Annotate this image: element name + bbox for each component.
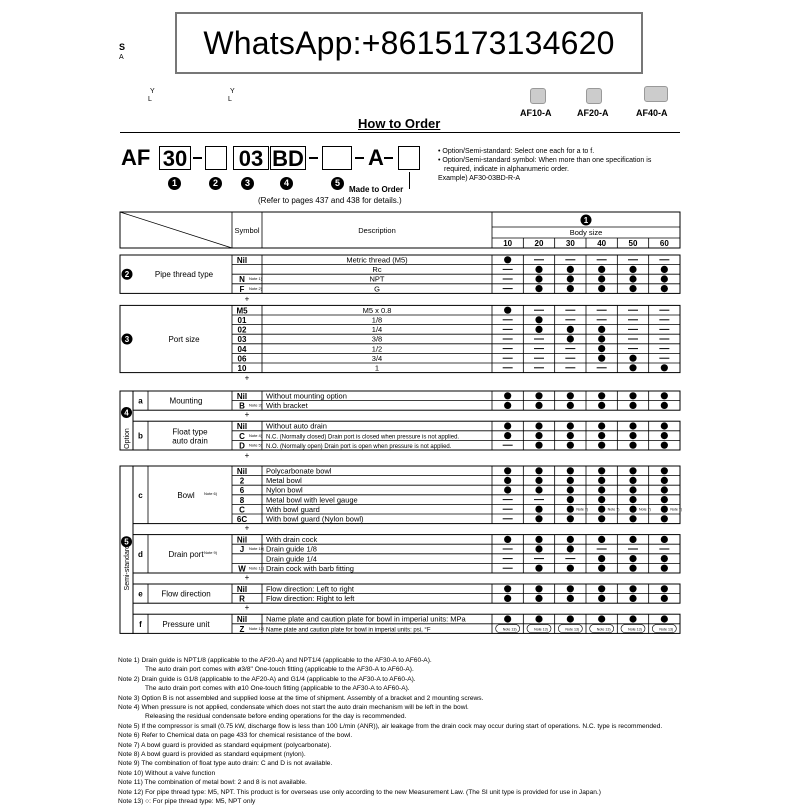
available-dot <box>535 506 542 513</box>
footnote: Note 11) The combination of metal bowl: 2 and 8 is not available. <box>118 779 307 787</box>
available-dot <box>629 392 636 399</box>
symbol-cell: B <box>239 401 245 411</box>
symbol-cell: Nil <box>236 615 248 625</box>
available-dot <box>629 422 636 429</box>
size-column-header: 10 <box>503 239 513 248</box>
plus-sign: + <box>244 410 250 420</box>
available-dot <box>535 536 542 543</box>
symbol-cell: Nil <box>236 467 248 476</box>
footnote: Note 6) Refer to Chemical data on page 433 for chemical resistance of the bowl. <box>118 732 353 740</box>
footnote: Note 13) ○: For pipe thread type: M5, NPT only <box>118 798 256 806</box>
subgroup-letter: b <box>138 431 143 441</box>
group-number-text: 5 <box>124 537 129 547</box>
description-cell: Drain guide 1/4 <box>266 554 317 564</box>
subgroup-label: Drain port <box>168 549 204 559</box>
available-dot <box>535 392 542 399</box>
description-cell: Rc <box>372 265 382 275</box>
available-dot <box>661 515 668 522</box>
subgroup-letter: f <box>139 619 142 629</box>
group-number-text: 3 <box>124 335 130 344</box>
header-letter: L <box>228 96 232 103</box>
description-header: Description <box>358 226 396 235</box>
available-dot <box>629 555 636 562</box>
available-dot <box>661 275 668 282</box>
available-dot <box>629 585 636 592</box>
size-column-header: 50 <box>628 239 638 248</box>
available-dot <box>629 266 636 273</box>
description-cell: Name plate and caution plate for bowl in imperial units: psi, °F <box>266 627 431 634</box>
footnote: Note 3) Option B is not assembled and supplied loose at the time of shipment. Assembly of a bracket and 2 mounting screws. <box>118 694 484 702</box>
available-dot <box>598 432 605 439</box>
symbol-note: Note 1) <box>249 276 263 282</box>
available-dot <box>504 422 511 429</box>
available-dot <box>504 432 511 439</box>
subgroup-letter: c <box>138 490 143 500</box>
available-dot <box>661 442 668 449</box>
description-cell: Metric thread (M5) <box>346 255 408 265</box>
note-7-text: Note 7) <box>607 507 620 512</box>
available-dot <box>661 565 668 572</box>
plus-sign: + <box>244 294 250 304</box>
available-dot <box>598 392 605 399</box>
plus-sign: + <box>244 603 250 613</box>
available-dot <box>661 392 668 399</box>
symbol-cell: W <box>238 564 246 574</box>
available-dot <box>629 432 636 439</box>
subgroup-label: Bowl <box>177 490 195 500</box>
description-cell: Without mounting option <box>266 391 347 401</box>
available-dot <box>629 275 636 282</box>
available-dot <box>598 585 605 592</box>
symbol-note: Note 11) <box>249 565 265 571</box>
model-size-box: 30 <box>159 146 191 170</box>
available-dot <box>598 442 605 449</box>
available-dot <box>567 536 574 543</box>
available-dot <box>504 392 511 399</box>
available-dot <box>567 486 574 493</box>
available-dot <box>629 442 636 449</box>
symbol-cell: 6 <box>239 486 245 496</box>
available-dot <box>629 515 636 522</box>
body-size-header: Body size <box>569 228 603 237</box>
note-7-text: Note 7) <box>639 507 651 512</box>
available-dot <box>598 536 605 543</box>
note-13-text: Note 13) <box>502 627 517 632</box>
available-dot <box>567 615 574 622</box>
circle-number: 4 <box>280 177 293 190</box>
footnotes <box>118 656 708 807</box>
description-cell: 1 <box>374 363 380 373</box>
available-dot <box>661 486 668 493</box>
available-dot <box>661 536 668 543</box>
subgroup-letter: a <box>138 396 143 406</box>
available-dot <box>504 536 511 543</box>
circle-number: 2 <box>209 177 222 190</box>
available-dot <box>598 402 605 409</box>
size-column-header: 30 <box>565 239 575 248</box>
symbol-cell: 2 <box>239 476 245 486</box>
footnote: The auto drain port comes with ø10 One-touch fitting (applicable to the AF30-A to AF60-A). <box>145 685 410 693</box>
group-box <box>120 305 680 372</box>
available-dot <box>535 615 542 622</box>
footnote: Note 9) The combination of float type auto drain: C and D is not available. <box>118 760 333 768</box>
available-dot <box>598 555 605 562</box>
available-dot <box>598 506 605 513</box>
available-dot <box>629 486 636 493</box>
available-dot <box>535 585 542 592</box>
available-dot <box>567 275 574 282</box>
product-label: AF40-A <box>636 108 668 118</box>
description-cell: With drain cock <box>266 535 318 545</box>
circle-number: 1 <box>168 177 181 190</box>
symbol-cell: J <box>239 545 245 555</box>
available-dot <box>629 355 636 362</box>
available-dot <box>661 422 668 429</box>
description-cell: Flow direction: Left to right <box>266 584 354 594</box>
subgroup-label: Float type <box>172 427 208 437</box>
subgroup-letter: d <box>138 549 143 559</box>
subgroup-label: auto drain <box>172 436 208 446</box>
available-dot <box>661 477 668 484</box>
available-dot <box>661 266 668 273</box>
size-column-header: 60 <box>659 239 669 248</box>
description-cell: Drain guide 1/8 <box>266 544 317 554</box>
symbol-cell: C <box>239 505 245 515</box>
footnote: Note 12) For pipe thread type: M5, NPT. This product is for overseas use only according to the new Measurement Law. (The SI unit type is provided for use in Japan.) <box>118 788 601 796</box>
note-7-text: Note 7) <box>576 507 589 512</box>
available-dot <box>504 307 511 314</box>
description-cell: Drain cock with barb fitting <box>266 563 354 573</box>
symbol-cell: 02 <box>237 325 247 335</box>
available-dot <box>504 256 511 263</box>
description-cell: 3/8 <box>371 334 383 344</box>
symbol-note: Note 10) <box>249 546 265 552</box>
size-column-header: 40 <box>597 239 607 248</box>
description-cell: N.C. (Normally closed) Drain port is closed when pressure is not applied. <box>266 434 460 441</box>
footnote: Releasing the residual condensate before ending operations for the day is recommended. <box>145 713 407 721</box>
description-cell: Name plate and caution plate for bowl in imperial units: MPa <box>266 614 466 624</box>
model-port-box: 03 <box>233 146 269 170</box>
available-dot <box>567 477 574 484</box>
symbol-cell: 10 <box>237 364 247 373</box>
available-dot <box>535 316 542 323</box>
description-cell: 1/4 <box>371 325 383 335</box>
group-label: Pipe thread type <box>154 270 214 280</box>
description-cell: With bracket <box>266 401 308 411</box>
product-label: AF10-A <box>520 108 552 118</box>
available-dot <box>567 392 574 399</box>
available-dot <box>535 266 542 273</box>
available-dot <box>629 285 636 292</box>
available-dot <box>535 442 542 449</box>
symbol-cell: 03 <box>237 335 247 345</box>
footnote: Note 2) Drain guide is G1/8 (applicable to the AF20-A) and G1/4 (applicable to the AF30-A to AF60-A). <box>118 675 416 683</box>
header-diagonal <box>120 212 232 248</box>
plus-sign: + <box>244 523 250 533</box>
group-number-text: 4 <box>124 408 129 418</box>
model-suffix: A <box>368 145 384 170</box>
symbol-cell: C <box>239 431 245 441</box>
note-13-text: Note 13) <box>628 627 642 632</box>
available-dot <box>567 422 574 429</box>
available-dot <box>598 355 605 362</box>
page-title: How to Order <box>358 116 441 131</box>
available-dot <box>629 364 636 371</box>
symbol-cell: 8 <box>239 495 245 505</box>
available-dot <box>629 565 636 572</box>
description-cell: NPT <box>369 274 385 284</box>
description-cell: With bowl guard <box>266 504 320 514</box>
symbol-cell: N <box>239 275 245 285</box>
note-13-text: Note 13) <box>565 627 580 632</box>
available-dot <box>567 506 574 513</box>
available-dot <box>504 402 511 409</box>
header-letter: Y <box>150 88 155 95</box>
available-dot <box>567 432 574 439</box>
available-dot <box>661 496 668 503</box>
available-dot <box>535 422 542 429</box>
available-dot <box>598 496 605 503</box>
symbol-note: Note 3) <box>249 402 263 408</box>
available-dot <box>535 565 542 572</box>
available-dot <box>567 442 574 449</box>
available-dot <box>598 275 605 282</box>
symbol-cell: Nil <box>236 535 248 545</box>
description-cell: Polycarbonate bowl <box>266 466 332 476</box>
symbol-cell: Nil <box>236 422 248 432</box>
available-dot <box>661 615 668 622</box>
plus-sign: + <box>244 451 250 460</box>
header-letter: S <box>119 42 126 52</box>
header-letter: Y <box>230 88 235 95</box>
available-dot <box>629 467 636 474</box>
description-cell: 3/4 <box>371 353 383 363</box>
available-dot <box>535 545 542 552</box>
available-dot <box>535 275 542 282</box>
available-dot <box>567 595 574 602</box>
order-note: • Option/Semi-standard symbol: When more than one specification is <box>438 157 652 164</box>
description-cell: With bowl guard (Nylon bowl) <box>266 514 364 524</box>
group-vertical-label: Semi-standard <box>124 544 131 591</box>
circle-number-text: 1 <box>583 216 589 225</box>
subgroup-label: Mounting <box>169 396 203 406</box>
available-dot <box>567 585 574 592</box>
available-dot <box>567 285 574 292</box>
available-dot <box>504 467 511 474</box>
available-dot <box>535 402 542 409</box>
available-dot <box>535 486 542 493</box>
note-13-text: Note 13) <box>659 627 674 632</box>
order-note: • Option/Semi-standard: Select one each for a to f. <box>438 148 595 155</box>
header-letter: L <box>148 96 152 103</box>
available-dot <box>629 595 636 602</box>
plus-sign: + <box>244 373 250 383</box>
model-prefix: AF <box>121 145 151 170</box>
subgroup-note: Note 6) <box>204 490 218 496</box>
available-dot <box>661 364 668 371</box>
available-dot <box>567 266 574 273</box>
circle-number: 5 <box>331 177 344 190</box>
available-dot <box>567 565 574 572</box>
available-dot <box>629 536 636 543</box>
description-cell: Metal bowl <box>266 476 302 486</box>
available-dot <box>661 402 668 409</box>
footnote: Note 7) A bowl guard is provided as standard equipment (polycarbonate). <box>118 741 332 749</box>
available-dot <box>629 477 636 484</box>
symbol-cell: Nil <box>236 256 248 265</box>
available-dot <box>661 467 668 474</box>
description-cell: 1/8 <box>371 315 383 325</box>
symbol-cell: Z <box>239 624 245 634</box>
available-dot <box>504 595 511 602</box>
refer-text: (Refer to pages 437 and 438 for details.) <box>258 196 402 205</box>
symbol-cell: M5 <box>236 306 248 316</box>
available-dot <box>598 467 605 474</box>
available-dot <box>504 615 511 622</box>
available-dot <box>598 326 605 333</box>
description-cell: 1/2 <box>371 344 383 354</box>
available-dot <box>598 335 605 342</box>
size-column-header: 20 <box>534 239 544 248</box>
watermark-banner: WhatsApp:+8615173134620 <box>175 12 643 74</box>
footnote: Note 5) If the compressor is small (0.75 kW, discharge flow is less than 100 L/min (ANR)), air leakage from the drain cock may occur during start of operations. N.C. type is recommended. <box>118 722 663 730</box>
subgroup-note: Note 9) <box>204 549 218 555</box>
subgroup-label: Pressure unit <box>162 619 210 629</box>
available-dot <box>535 477 542 484</box>
footnote: Note 10) Without a valve function <box>118 769 216 777</box>
note-7-text: Note 7) <box>670 507 683 512</box>
available-dot <box>661 432 668 439</box>
available-dot <box>567 402 574 409</box>
description-cell: M5 x 0.8 <box>362 305 392 315</box>
symbol-note: Note 12) <box>249 625 265 631</box>
group-label: Port size <box>168 335 200 344</box>
available-dot <box>661 506 668 513</box>
symbol-cell: 6C <box>236 515 248 524</box>
description-cell: Flow direction: Right to left <box>266 594 355 604</box>
note-13-text: Note 13) <box>534 627 548 632</box>
footnote: Note 4) When pressure is not applied, condensate which does not start the auto drain mechanism will be left in the bowl. <box>118 704 469 712</box>
available-dot <box>504 585 511 592</box>
subgroup-letter: e <box>138 589 143 599</box>
available-dot <box>629 506 636 513</box>
available-dot <box>598 422 605 429</box>
available-dot <box>535 467 542 474</box>
order-note: Example) AF30-03BD-R-A <box>438 175 521 182</box>
available-dot <box>598 486 605 493</box>
available-dot <box>661 555 668 562</box>
symbol-note: Note 4) <box>249 432 263 438</box>
symbol-note: Note 2) <box>249 285 263 291</box>
available-dot <box>661 285 668 292</box>
available-dot <box>598 565 605 572</box>
available-dot <box>567 496 574 503</box>
available-dot <box>535 515 542 522</box>
symbol-cell: 06 <box>237 354 247 364</box>
order-note: required, indicate in alphanumeric order. <box>444 166 569 173</box>
footnote: The auto drain port comes with ø3/8" One-touch fitting (applicable to the AF30-A to AF60-A). <box>145 666 414 674</box>
available-dot <box>629 496 636 503</box>
available-dot <box>598 477 605 484</box>
symbol-cell: 01 <box>237 316 247 325</box>
description-cell: Without auto drain <box>266 421 327 431</box>
symbol-header: Symbol <box>234 226 260 235</box>
available-dot <box>567 467 574 474</box>
available-dot <box>567 335 574 342</box>
plus-sign: + <box>244 573 250 582</box>
available-dot <box>535 595 542 602</box>
available-dot <box>535 432 542 439</box>
available-dot <box>598 285 605 292</box>
symbol-cell: Nil <box>236 585 248 594</box>
available-dot <box>504 477 511 484</box>
available-dot <box>535 326 542 333</box>
available-dot <box>567 545 574 552</box>
product-label: AF20-A <box>577 108 609 118</box>
available-dot <box>629 402 636 409</box>
description-cell: G <box>374 284 380 294</box>
available-dot <box>567 326 574 333</box>
circle-number: 3 <box>241 177 254 190</box>
available-dot <box>598 615 605 622</box>
available-dot <box>598 345 605 352</box>
header-letter: A <box>119 54 124 61</box>
description-cell: Metal bowl with level gauge <box>266 495 358 505</box>
symbol-cell: 04 <box>237 344 247 354</box>
made-to-order-label: Made to Order <box>349 185 404 194</box>
model-option-box: BD <box>270 146 306 170</box>
available-dot <box>504 486 511 493</box>
available-dot <box>567 515 574 522</box>
group-number-text: 2 <box>124 270 130 280</box>
footnote: Note 8) A bowl guard is provided as standard equipment (nylon). <box>118 751 306 759</box>
available-dot <box>629 615 636 622</box>
description-cell: N.O. (Normally open) Drain port is open when pressure is not applied. <box>266 443 452 450</box>
symbol-cell: D <box>239 441 245 451</box>
available-dot <box>661 585 668 592</box>
available-dot <box>598 266 605 273</box>
symbol-cell: Nil <box>236 392 248 401</box>
group-vertical-label: Option <box>124 428 131 449</box>
available-dot <box>598 515 605 522</box>
note-13-text: Note 13) <box>596 627 611 632</box>
symbol-cell: R <box>239 594 245 604</box>
symbol-cell: F <box>239 284 245 294</box>
available-dot <box>661 595 668 602</box>
available-dot <box>535 285 542 292</box>
symbol-note: Note 5) <box>249 442 263 448</box>
description-cell: Nylon bowl <box>266 485 303 495</box>
available-dot <box>598 595 605 602</box>
subgroup-label: Flow direction <box>161 589 211 599</box>
footnote: Note 1) Drain guide is NPT1/8 (applicable to the AF20-A) and NPT1/4 (applicable to the AF30-A to AF60-A). <box>118 657 432 664</box>
